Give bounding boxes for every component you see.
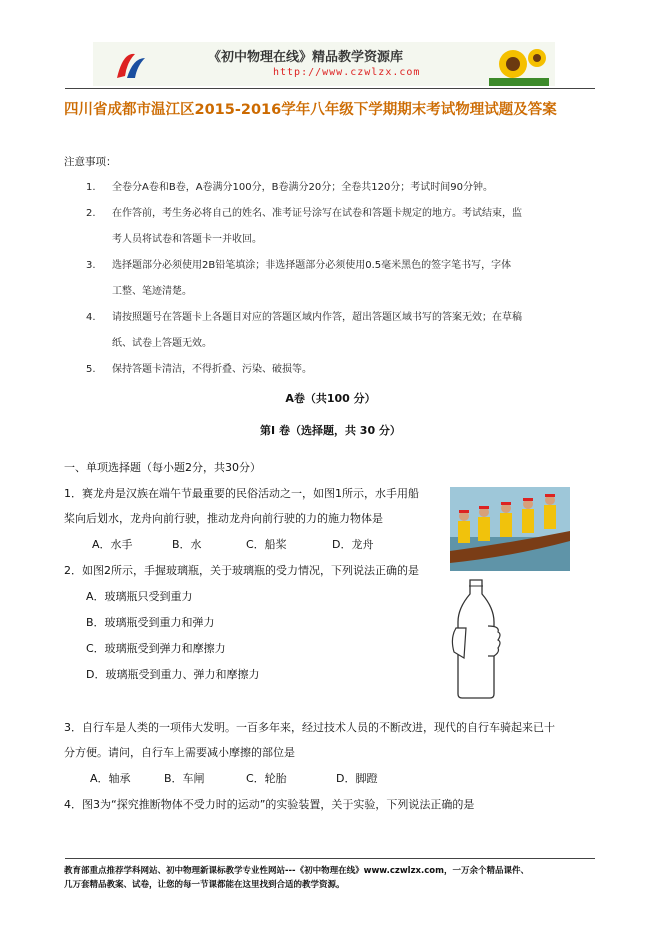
document-title: 四川省成都市温江区2015-2016学年八年级下学期期末考试物理试题及答案 bbox=[64, 102, 557, 118]
note-text: 选择题部分必须使用2B铅笔填涂；非选择题部分必须使用0.5毫米黑色的签字笔书写，字体 bbox=[112, 260, 512, 271]
note-text: 请按照题号在答题卡上各题目对应的答题区域内作答，超出答题区域书写的答案无效；在草稿 bbox=[112, 312, 522, 323]
question-2-stem: 2．如图2所示，手握玻璃瓶，关于玻璃瓶的受力情况，下列说法正确的是 bbox=[64, 564, 419, 577]
question-3-line: 3．自行车是人类的一项伟大发明。一百多年来，经过技术人员的不断改进，现代的自行车骑起来已十 bbox=[64, 721, 555, 734]
question-1-option-c: C．船桨 bbox=[246, 538, 287, 551]
note-text: 考人员将试卷和答题卡一并收回。 bbox=[112, 234, 262, 245]
figure-1-dragon-boat bbox=[450, 487, 570, 571]
note-text: 全卷分A卷和B卷，A卷满分100分，B卷满分20分；全卷共120分；考试时间90分钟。 bbox=[112, 182, 494, 193]
question-4-stem: 4．图3为“探究推断物体不受力时的运动”的实验装置，关于实验，下列说法正确的是 bbox=[64, 798, 475, 811]
notes-heading: 注意事项： bbox=[64, 156, 117, 168]
figure-2-bottle-in-hand bbox=[450, 578, 506, 700]
question-3-option-c: C．轮胎 bbox=[246, 772, 287, 785]
part-heading: 一、单项选择题（每小题2分，共30分） bbox=[64, 461, 261, 474]
note-number: 2. bbox=[86, 208, 96, 219]
question-1-option-d: D．龙舟 bbox=[332, 538, 374, 551]
note-number: 1. bbox=[86, 182, 96, 193]
footer-line: 几万套精品教案、试卷，让您的每一节课都能在这里找到合适的教学资源。 bbox=[64, 880, 345, 890]
question-2-option-d: D．玻璃瓶受到重力、弹力和摩擦力 bbox=[86, 668, 260, 681]
note-number: 4. bbox=[86, 312, 96, 323]
note-text: 工整、笔迹清楚。 bbox=[112, 286, 192, 297]
logo-icon bbox=[113, 48, 149, 82]
question-1-option-b: B．水 bbox=[172, 538, 202, 551]
question-1-line: 桨向后划水，龙舟向前行驶，推动龙舟向前行驶的力的施力物体是 bbox=[64, 512, 383, 525]
banner-url: http://www.czwlzx.com bbox=[273, 67, 421, 78]
note-text: 纸、试卷上答题无效。 bbox=[112, 338, 212, 349]
header-rule bbox=[65, 88, 595, 89]
question-2-option-b: B．玻璃瓶受到重力和弹力 bbox=[86, 616, 215, 629]
section-a-heading: A卷（共100 分） bbox=[285, 392, 376, 405]
question-2-option-c: C．玻璃瓶受到弹力和摩擦力 bbox=[86, 642, 226, 655]
note-number: 3. bbox=[86, 260, 96, 271]
question-3-option-d: D．脚蹬 bbox=[336, 772, 378, 785]
question-3-option-a: A．轴承 bbox=[90, 772, 131, 785]
footer-rule bbox=[65, 858, 595, 859]
question-3-line: 分方便。请问，自行车上需要减小摩擦的部位是 bbox=[64, 746, 295, 759]
note-number: 5. bbox=[86, 364, 96, 375]
section-a1-heading: 第Ⅰ 卷（选择题，共 30 分） bbox=[260, 424, 401, 437]
question-1-option-a: A．水手 bbox=[92, 538, 133, 551]
banner-title: 《初中物理在线》精品教学资源库 bbox=[208, 50, 404, 65]
question-1-line: 1．赛龙舟是汉族在端午节最重要的民俗活动之一，如图1所示，水手用船 bbox=[64, 487, 419, 500]
footer-line: 教育部重点推荐学科网站、初中物理新课标教学专业性网站---《初中物理在线》www.czwlzx.com，一万余个精品课件、 bbox=[64, 866, 529, 876]
question-2-option-a: A．玻璃瓶只受到重力 bbox=[86, 590, 193, 603]
note-text: 在作答前，考生务必将自己的姓名、准考证号涂写在试卷和答题卡规定的地方。考试结束，监 bbox=[112, 208, 522, 219]
sunflower-icon bbox=[489, 44, 549, 86]
note-text: 保持答题卡清洁，不得折叠、污染、破损等。 bbox=[112, 364, 312, 375]
question-3-option-b: B．车闸 bbox=[164, 772, 205, 785]
header-banner bbox=[93, 42, 555, 86]
